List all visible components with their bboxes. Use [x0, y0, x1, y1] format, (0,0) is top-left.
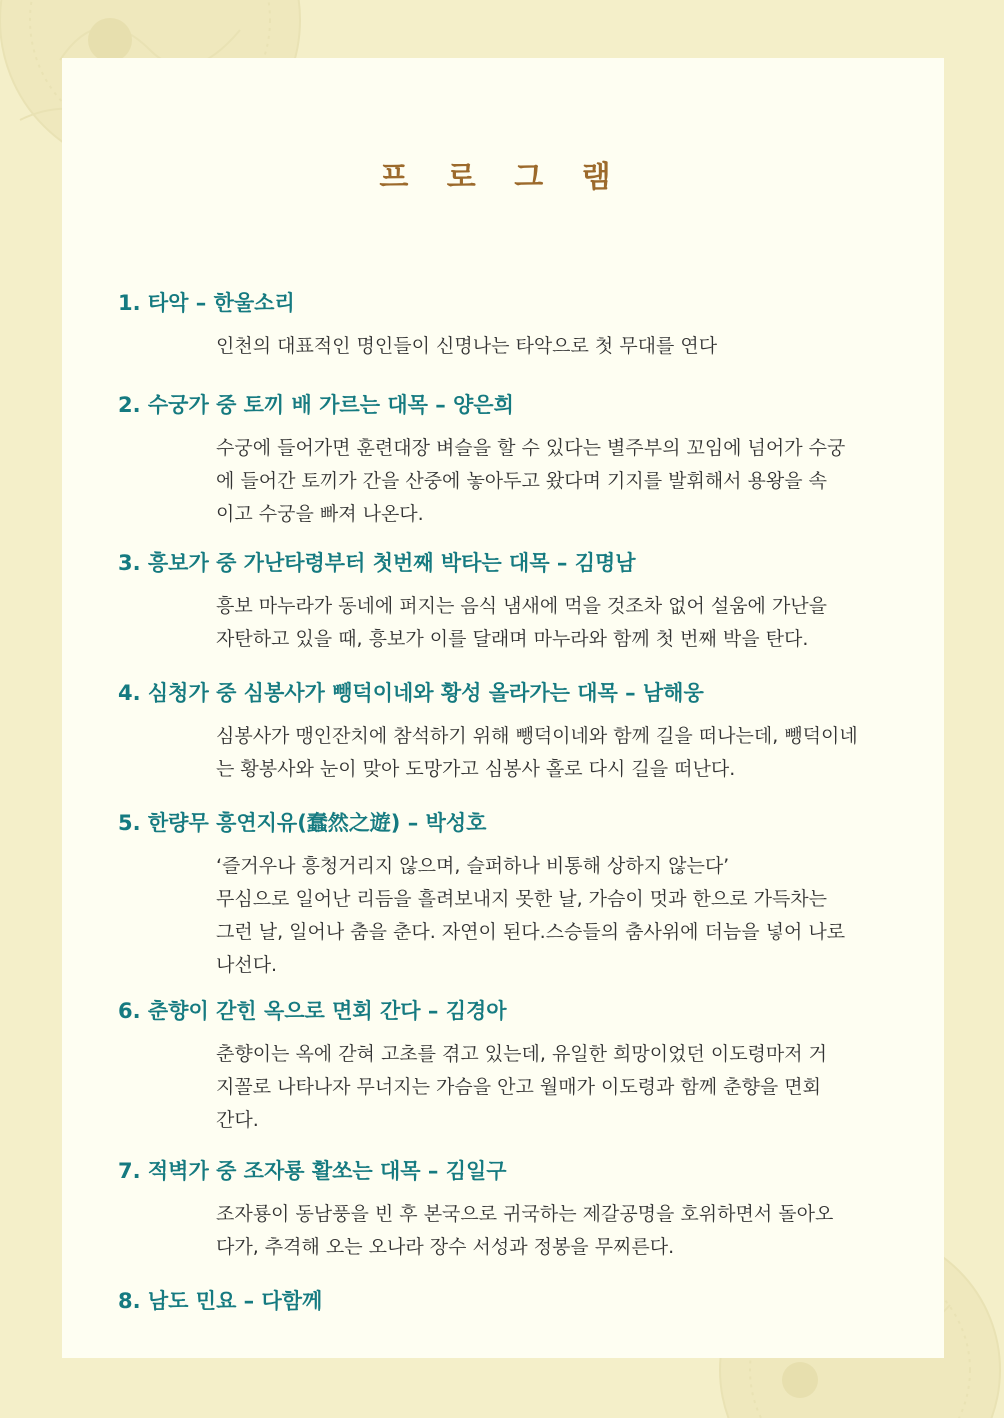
description-line: 지꼴로 나타나자 무너지는 가슴을 안고 월매가 이도령과 함께 춘향을 면회 — [216, 1076, 821, 1098]
description-line: 그런 날, 일어나 춤을 춘다. 자연이 된다.스승들의 춤사위에 더늠을 넣어 나로 — [216, 921, 846, 943]
program-item-heading: 2. 수궁가 중 토끼 배 가르는 대목 – 양은희 — [118, 393, 514, 417]
description-line: 는 황봉사와 눈이 맞아 도망가고 심봉사 홀로 다시 길을 떠난다. — [216, 758, 736, 780]
program-item-description — [216, 432, 898, 531]
description-line: 인천의 대표적인 명인들이 신명나는 타악으로 첫 무대를 연다 — [216, 335, 718, 357]
program-item-3 — [118, 548, 898, 656]
program-item-1 — [118, 288, 898, 363]
program-item-heading: 4. 심청가 중 심봉사가 뺑덕이네와 황성 올라가는 대목 – 남해웅 — [118, 681, 704, 705]
description-line: 수궁에 들어가면 훈련대장 벼슬을 할 수 있다는 별주부의 꼬임에 넘어가 수궁 — [216, 437, 846, 459]
program-item-5 — [118, 808, 898, 982]
program-item-2 — [118, 390, 898, 531]
program-item-description — [216, 330, 898, 363]
program-item-heading: 5. 한량무 흥연지유(蠢然之遊) – 박성호 — [118, 811, 487, 835]
program-item-description — [216, 1198, 898, 1264]
program-item-description — [216, 850, 898, 982]
page-title: 프 로 그 램 — [379, 160, 625, 195]
description-line: 자탄하고 있을 때, 흥보가 이를 달래며 마누라와 함께 첫 번째 박을 탄다. — [216, 628, 809, 650]
program-item-heading: 3. 흥보가 중 가난타령부터 첫번째 박타는 대목 – 김명남 — [118, 551, 636, 575]
program-item-6 — [118, 996, 898, 1137]
description-line: 이고 수궁을 빠져 나온다. — [216, 503, 424, 525]
program-item-description — [216, 1038, 898, 1137]
description-line: 무심으로 일어난 리듬을 흘려보내지 못한 날, 가슴이 멋과 한으로 가득차는 — [216, 888, 828, 910]
program-item-8 — [118, 1286, 898, 1316]
program-item-heading: 8. 남도 민요 – 다함께 — [118, 1289, 323, 1313]
description-line: 심봉사가 맹인잔치에 참석하기 위해 뺑덕이네와 함께 길을 떠나는데, 뺑덕이네 — [216, 725, 858, 747]
description-line: 다가, 추격해 오는 오나라 장수 서성과 정봉을 무찌른다. — [216, 1236, 675, 1258]
description-line: 나선다. — [216, 954, 278, 976]
program-item-7 — [118, 1156, 898, 1264]
description-line: 춘향이는 옥에 갇혀 고초를 겪고 있는데, 유일한 희망이었던 이도령마저 거 — [216, 1043, 828, 1065]
program-item-heading: 1. 타악 – 한울소리 — [118, 291, 295, 315]
program-item-heading: 6. 춘향이 갇힌 옥으로 면회 간다 – 김경아 — [118, 999, 507, 1023]
description-line: ‘즐거우나 흥청거리지 않으며, 슬퍼하나 비통해 상하지 않는다’ — [216, 855, 730, 877]
description-line: 에 들어간 토끼가 간을 산중에 놓아두고 왔다며 기지를 발휘해서 용왕을 속 — [216, 470, 828, 492]
program-item-4 — [118, 678, 898, 786]
description-line: 간다. — [216, 1109, 259, 1131]
description-line: 조자룡이 동남풍을 빈 후 본국으로 귀국하는 제갈공명을 호위하면서 돌아오 — [216, 1203, 834, 1225]
program-item-heading: 7. 적벽가 중 조자룡 활쏘는 대목 – 김일구 — [118, 1159, 507, 1183]
program-item-description — [216, 590, 898, 656]
description-line: 흥보 마누라가 동네에 퍼지는 음식 냄새에 먹을 것조차 없어 설움에 가난을 — [216, 595, 828, 617]
program-item-description — [216, 720, 898, 786]
